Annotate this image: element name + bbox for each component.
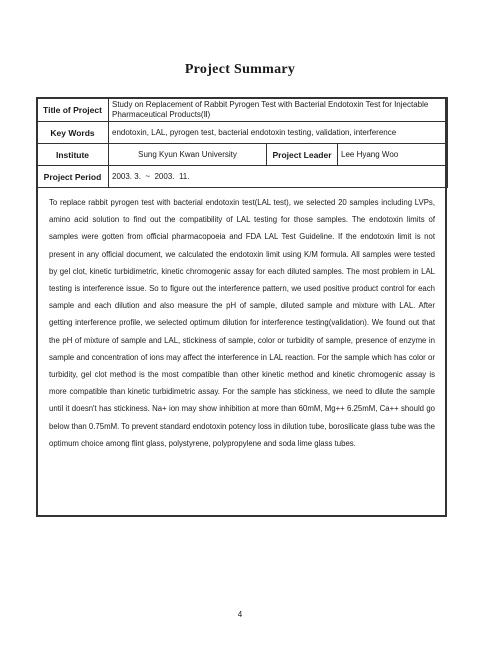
title-label: Title of Project: [37, 98, 109, 122]
summary-paragraph: To replace rabbit pyrogen test with bacterial endotoxin test(LAL test), we selected 20 samples including LVPs, amino acid solution to find out the compatibility of LAL testing for those samples. The endotoxin limits of samples were gotten from official pharmacopoeia and FDA LAL Test Guideline. If the endotoxin limit is not present in any official document, we calculated the endotoxin limit using K/M formula. All samples were tested by gel clot, kinetic turbidimetric, kinetic chromogenic assay for each diluted samples. The most problem in LAL testing is interference issue. So to figure out the interference pattern, we used positive product control for each sample and each dilution and also measure the pH of sample, diluted sample and mixture with LAL. After getting interference profile, we selected optimum dilution for interference testing(validation). We found out that the pH of mixture of sample and LAL, stickiness of sample, color or turbidity of sample, presence of enzyme in sample and concentration of ions may affect the interference in LAL reaction. For the sample which has color or turbidity, gel clot method is the most compatible than other kinetic method and kinetic chromogenic assay is more compatible than kinetic turbidimetric assay. For the sample has stickiness, we need to dilute the sample until it doesn't has stickiness. Na+ ion may show inhibition at more than 60mM, Mg++ 6.25mM, Ca++ should go below than 0.75mM. To prevent standard endotoxin potency loss in dilution tube, borosilicate glass tube was the optimum choice among flint glass, polystyrene, polypropylene and soda lime glass tubes.: [49, 198, 435, 448]
keywords-label: Key Words: [37, 122, 109, 144]
page-title: Project Summary: [184, 62, 296, 77]
leader-label: Project Leader: [267, 144, 338, 166]
period-row: [37, 166, 448, 188]
title-row: [37, 98, 448, 122]
institute-value: Sung Kyun Kwan University: [109, 144, 267, 166]
keywords-value: endotoxin, LAL, pyrogen test, bacterial endotoxin testing, validation, interference: [109, 122, 448, 144]
project-info-table: [36, 97, 448, 188]
period-value: 2003. 3. ~ 2003. 11.: [109, 166, 448, 188]
summary-text: [49, 194, 435, 452]
period-label: Project Period: [37, 166, 109, 188]
institute-label: Institute: [37, 144, 109, 166]
keywords-row: [37, 122, 448, 144]
title-value: Study on Replacement of Rabbit Pyrogen Test with Bacterial Endotoxin Test for Injectable Pharmaceutical Products(Ⅱ): [109, 98, 448, 122]
leader-value: Lee Hyang Woo: [338, 144, 448, 166]
page-number: 4: [237, 610, 243, 619]
institute-row: [37, 144, 448, 166]
